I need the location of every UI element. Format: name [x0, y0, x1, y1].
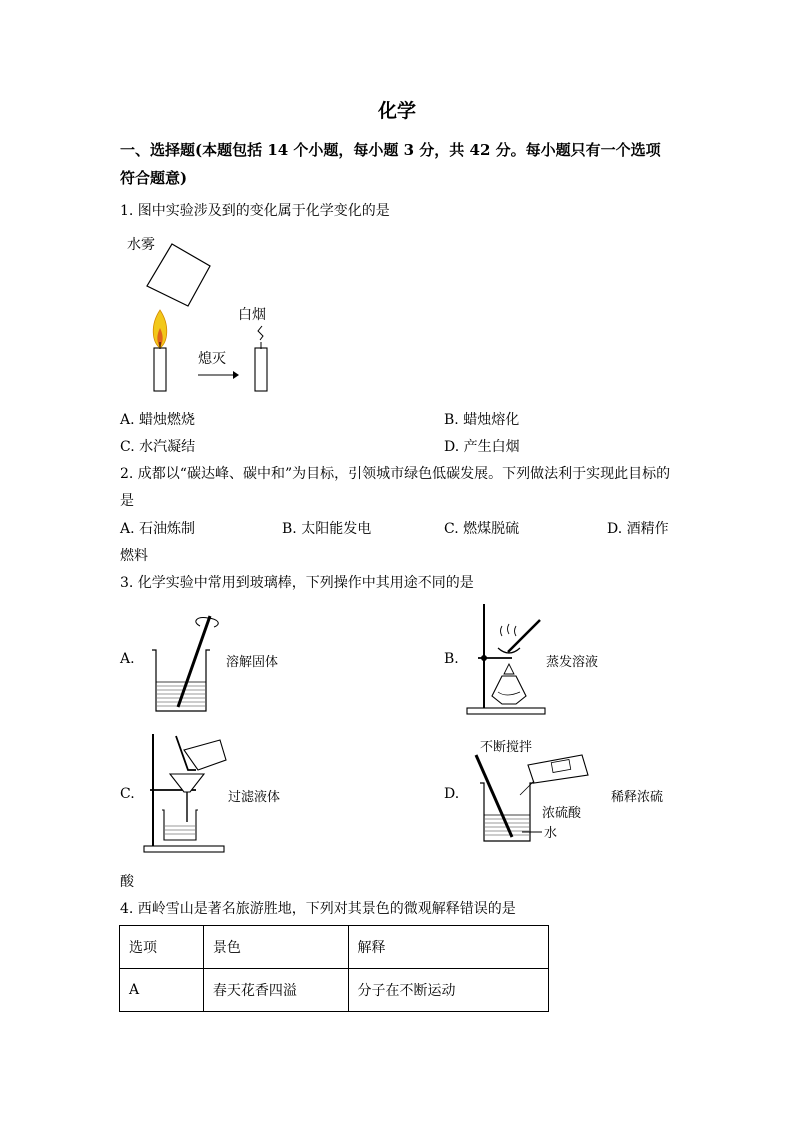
acid-stream-icon: [520, 781, 534, 795]
q3-option-d-wrap: 酸: [120, 874, 134, 890]
table-cell: 春天花香四溢: [203, 969, 348, 1012]
q2-option-b: B. 太阳能发电: [282, 521, 372, 537]
q1-candle-figure: [120, 230, 280, 400]
page-title: 化学: [377, 100, 416, 122]
table-cell: 分子在不断运动: [348, 969, 549, 1012]
q3-water-label: 水: [544, 826, 558, 841]
glass-rod-icon: [178, 616, 210, 707]
q2-option-c: C. 燃煤脱硫: [444, 521, 520, 537]
stand-base-icon: [467, 708, 545, 714]
q3-option-d-label: 稀释浓硫: [611, 790, 664, 805]
table-header-cell: 选项: [120, 926, 204, 969]
q1-option-c: C. 水汽凝结: [120, 439, 196, 455]
receiving-beaker-icon: [162, 810, 198, 840]
stand-base-icon: [144, 846, 224, 852]
section-heading-line2: 符合题意): [120, 169, 188, 187]
q2-stem-line2: 是: [120, 493, 134, 509]
candle-2-icon: [255, 348, 267, 391]
q3-evaporate-figure: [464, 600, 548, 718]
q1-option-b: B. 蜡烛熔化: [444, 412, 520, 428]
q3-option-b-letter: B.: [444, 651, 459, 667]
vapor-icon: [501, 624, 517, 636]
q3-dilute-figure: [470, 735, 594, 847]
q1-stem: 1. 图中实验涉及到的变化属于化学变化的是: [120, 203, 390, 219]
section-heading-line1: 一、选择题(本题包括 14 个小题，每小题 3 分，共 42 分。每小题只有一个选项: [120, 141, 661, 159]
glass-rod-icon: [476, 755, 512, 837]
q4-table: [119, 925, 549, 1012]
alcohol-lamp-icon: [492, 676, 526, 704]
q3-option-c-letter: C.: [120, 786, 135, 802]
q1-smoke-label: 白烟: [238, 307, 266, 323]
burner-flame-icon: [504, 664, 514, 674]
tilted-beaker-icon: [147, 244, 210, 306]
q1-option-a: A. 蜡烛燃烧: [120, 412, 196, 428]
q3-acid-label: 浓硫酸: [542, 806, 582, 821]
table-cell: A: [120, 969, 204, 1012]
q3-option-a-letter: A.: [120, 651, 135, 667]
table-row: [120, 969, 549, 1012]
section-heading: [120, 136, 680, 192]
q2-option-a: A. 石油炼制: [120, 521, 196, 537]
table-header-row: [120, 926, 549, 969]
q3-dissolve-figure: [148, 612, 228, 716]
q3-option-d-letter: D.: [444, 786, 460, 802]
filtrate-hatch-icon: [165, 826, 195, 834]
q1-option-d: D. 产生白烟: [444, 439, 520, 455]
q2-stem-line1: 2. 成都以“碳达峰、碳中和”为目标，引领城市绿色低碳发展。下列做法利于实现此目标的: [120, 466, 671, 482]
q2-option-d: D. 酒精作: [607, 521, 669, 537]
q3-option-b-label: 蒸发溶液: [546, 655, 599, 670]
candle-1-icon: [154, 348, 166, 391]
q3-option-c-label: 过滤液体: [228, 790, 281, 805]
q2-option-d-wrap: 燃料: [120, 548, 148, 564]
q3-filter-figure: [140, 730, 230, 858]
table-header-cell: 景色: [203, 926, 348, 969]
pouring-beaker-icon: [184, 740, 226, 770]
clamp-icon: [481, 655, 487, 661]
q3-b-rod-icon: [508, 620, 540, 652]
q1-mist-label: 水雾: [127, 237, 155, 253]
q4-stem: 4. 西岭雪山是著名旅游胜地，下列对其景色的微观解释错误的是: [120, 901, 516, 917]
q3-stem: 3. 化学实验中常用到玻璃棒，下列操作中其用途不同的是: [120, 575, 474, 591]
table-header-cell: 解释: [348, 926, 549, 969]
smoke-icon: [258, 326, 263, 340]
q3-option-a-label: 溶解固体: [226, 655, 279, 670]
arrow-head-icon: [233, 371, 239, 379]
q1-extinguish-label: 熄灭: [198, 351, 226, 367]
q3-stir-label: 不断搅拌: [480, 740, 533, 755]
